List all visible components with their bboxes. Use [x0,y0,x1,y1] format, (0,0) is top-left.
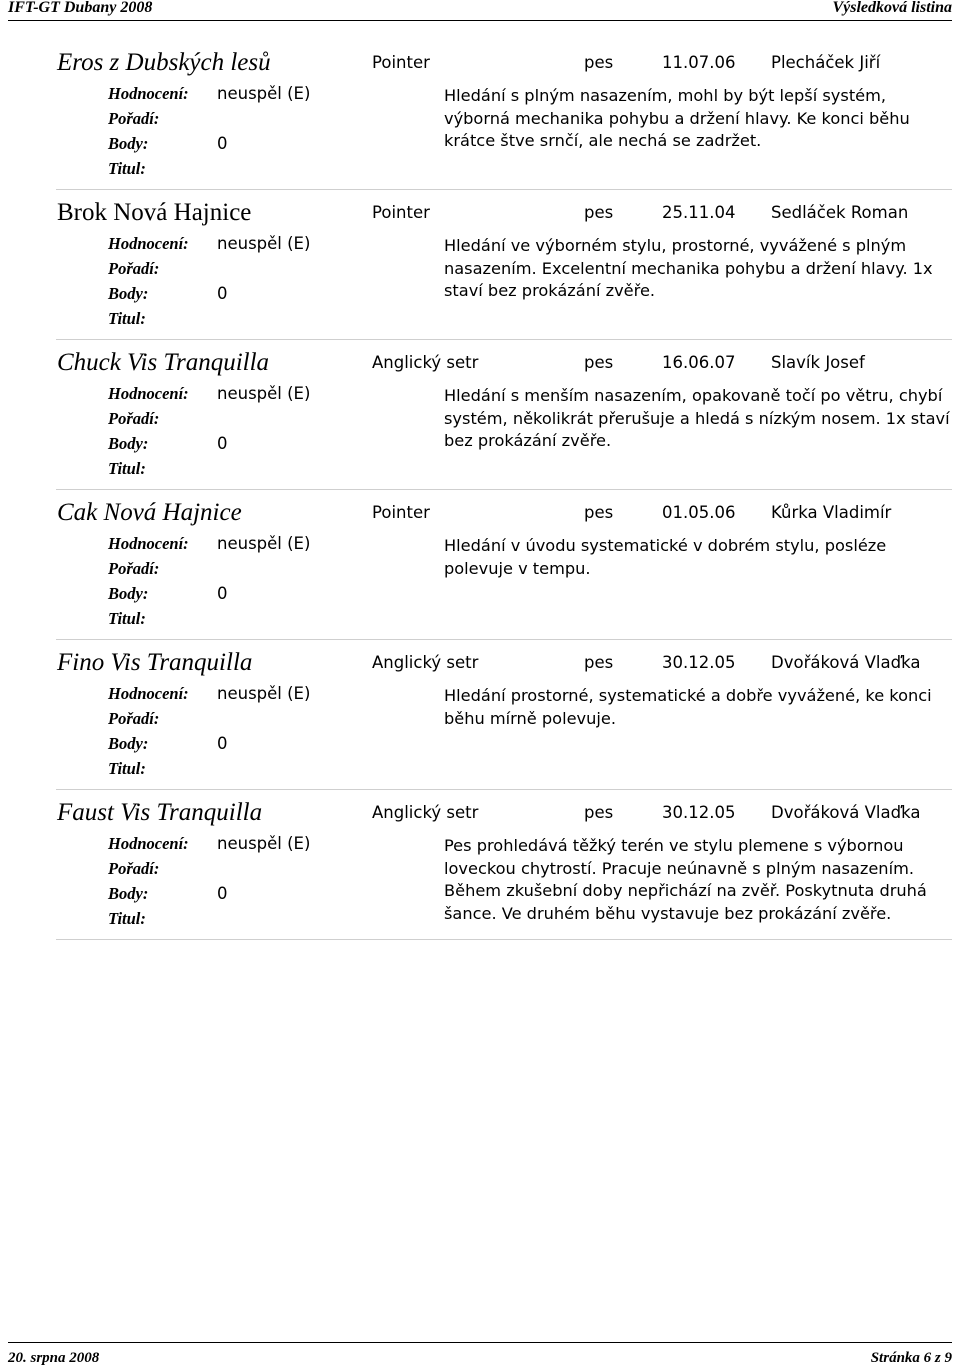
evaluation-value: neuspěl (E) [217,684,311,703]
label-body: Body: [108,434,149,453]
print-date: 20. srpna 2008 [8,1350,100,1366]
judge-comment: Hledání s plným nasazením, mohl by být lepší systém, výborná mechanika pohybu a držení hlavy. Ke konci běhu krátce štve srnčí, ale nechá se zadržet. [444,86,910,150]
birth-date: 11.07.06 [662,53,736,72]
label-poradi: Pořadí: [108,559,160,578]
points-value: 0 [217,734,228,753]
evaluation-value: neuspěl (E) [217,384,311,403]
result-entry [0,40,960,190]
dog-name: Eros z Dubských lesů [57,49,271,76]
evaluation-value: neuspěl (E) [217,234,311,253]
owner-name: Dvořáková Vlaďka [771,803,921,822]
dog-name: Brok Nová Hajnice [57,199,252,226]
birth-date: 01.05.06 [662,503,736,522]
label-hodnoceni: Hodnocení: [108,234,189,253]
sex: pes [584,203,614,222]
sex: pes [584,353,614,372]
points-value: 0 [217,284,228,303]
label-body: Body: [108,134,149,153]
label-body: Body: [108,284,149,303]
judge-comment: Hledání s menším nasazením, opakovaně točí po větru, chybí systém, několikrát přerušuje a hledá s nízkým nosem. 1x staví bez prokázání zvěře. [444,386,950,450]
evaluation-value: neuspěl (E) [217,834,311,853]
page-header [8,0,952,21]
document-title: Výsledková listina [832,0,952,16]
label-hodnoceni: Hodnocení: [108,834,189,853]
owner-name: Sedláček Roman [771,203,909,222]
birth-date: 30.12.05 [662,653,736,672]
event-title: IFT-GT Dubany 2008 [8,0,153,16]
entry-divider [56,939,952,940]
birth-date: 16.06.07 [662,353,736,372]
points-value: 0 [217,584,228,603]
result-entry [0,190,960,340]
judge-comment: Hledání ve výborném stylu, prostorné, vyvážené s plným nasazením. Excelentní mechanika pohybu a držení hlavy. 1x staví bez prokázání zvěře. [444,236,933,300]
label-poradi: Pořadí: [108,259,160,278]
judge-comment: Pes prohledává těžký terén ve stylu plemene s výbornou loveckou chytrostí. Pracuje neúnavně s plným nasazením. Během zkušební doby nepřichází na zvěř. Poskytnuta druhá šance. Ve druhém běhu vystavuje bez prokázání zvěře. [444,836,927,923]
judge-comment: Hledání prostorné, systematické a dobře vyvážené, ke konci běhu mírně polevuje. [444,686,932,728]
label-titul: Titul: [108,159,146,178]
evaluation-value: neuspěl (E) [217,84,311,103]
label-body: Body: [108,734,149,753]
result-entry [0,640,960,790]
sex: pes [584,53,614,72]
dog-name: Cak Nová Hajnice [57,499,242,526]
sex: pes [584,653,614,672]
breed: Anglický setr [372,653,479,672]
owner-name: Dvořáková Vlaďka [771,653,921,672]
owner-name: Slavík Josef [771,353,865,372]
dog-name: Faust Vis Tranquilla [57,799,263,826]
birth-date: 25.11.04 [662,203,736,222]
sex: pes [584,803,614,822]
label-poradi: Pořadí: [108,109,160,128]
birth-date: 30.12.05 [662,803,736,822]
label-titul: Titul: [108,459,146,478]
points-value: 0 [217,134,228,153]
label-hodnoceni: Hodnocení: [108,84,189,103]
owner-name: Plecháček Jiří [771,53,881,72]
label-titul: Titul: [108,609,146,628]
label-body: Body: [108,884,149,903]
judge-comment: Hledání v úvodu systematické v dobrém stylu, posléze polevuje v tempu. [444,536,887,578]
label-titul: Titul: [108,909,146,928]
breed: Pointer [372,203,430,222]
owner-name: Kůrka Vladimír [771,503,892,522]
result-entry [0,790,960,940]
result-entry [0,490,960,640]
page-number: Stránka 6 z 9 [870,1350,952,1366]
label-titul: Titul: [108,309,146,328]
breed: Anglický setr [372,803,479,822]
label-poradi: Pořadí: [108,859,160,878]
dog-name: Fino Vis Tranquilla [57,649,253,676]
points-value: 0 [217,884,228,903]
points-value: 0 [217,434,228,453]
label-titul: Titul: [108,759,146,778]
result-entry [0,340,960,490]
breed: Anglický setr [372,353,479,372]
evaluation-value: neuspěl (E) [217,534,311,553]
label-poradi: Pořadí: [108,709,160,728]
dog-name: Chuck Vis Tranquilla [57,349,270,376]
sex: pes [584,503,614,522]
breed: Pointer [372,503,430,522]
label-body: Body: [108,584,149,603]
label-poradi: Pořadí: [108,409,160,428]
page-footer [8,1342,952,1369]
breed: Pointer [372,53,430,72]
label-hodnoceni: Hodnocení: [108,684,189,703]
label-hodnoceni: Hodnocení: [108,384,189,403]
label-hodnoceni: Hodnocení: [108,534,189,553]
